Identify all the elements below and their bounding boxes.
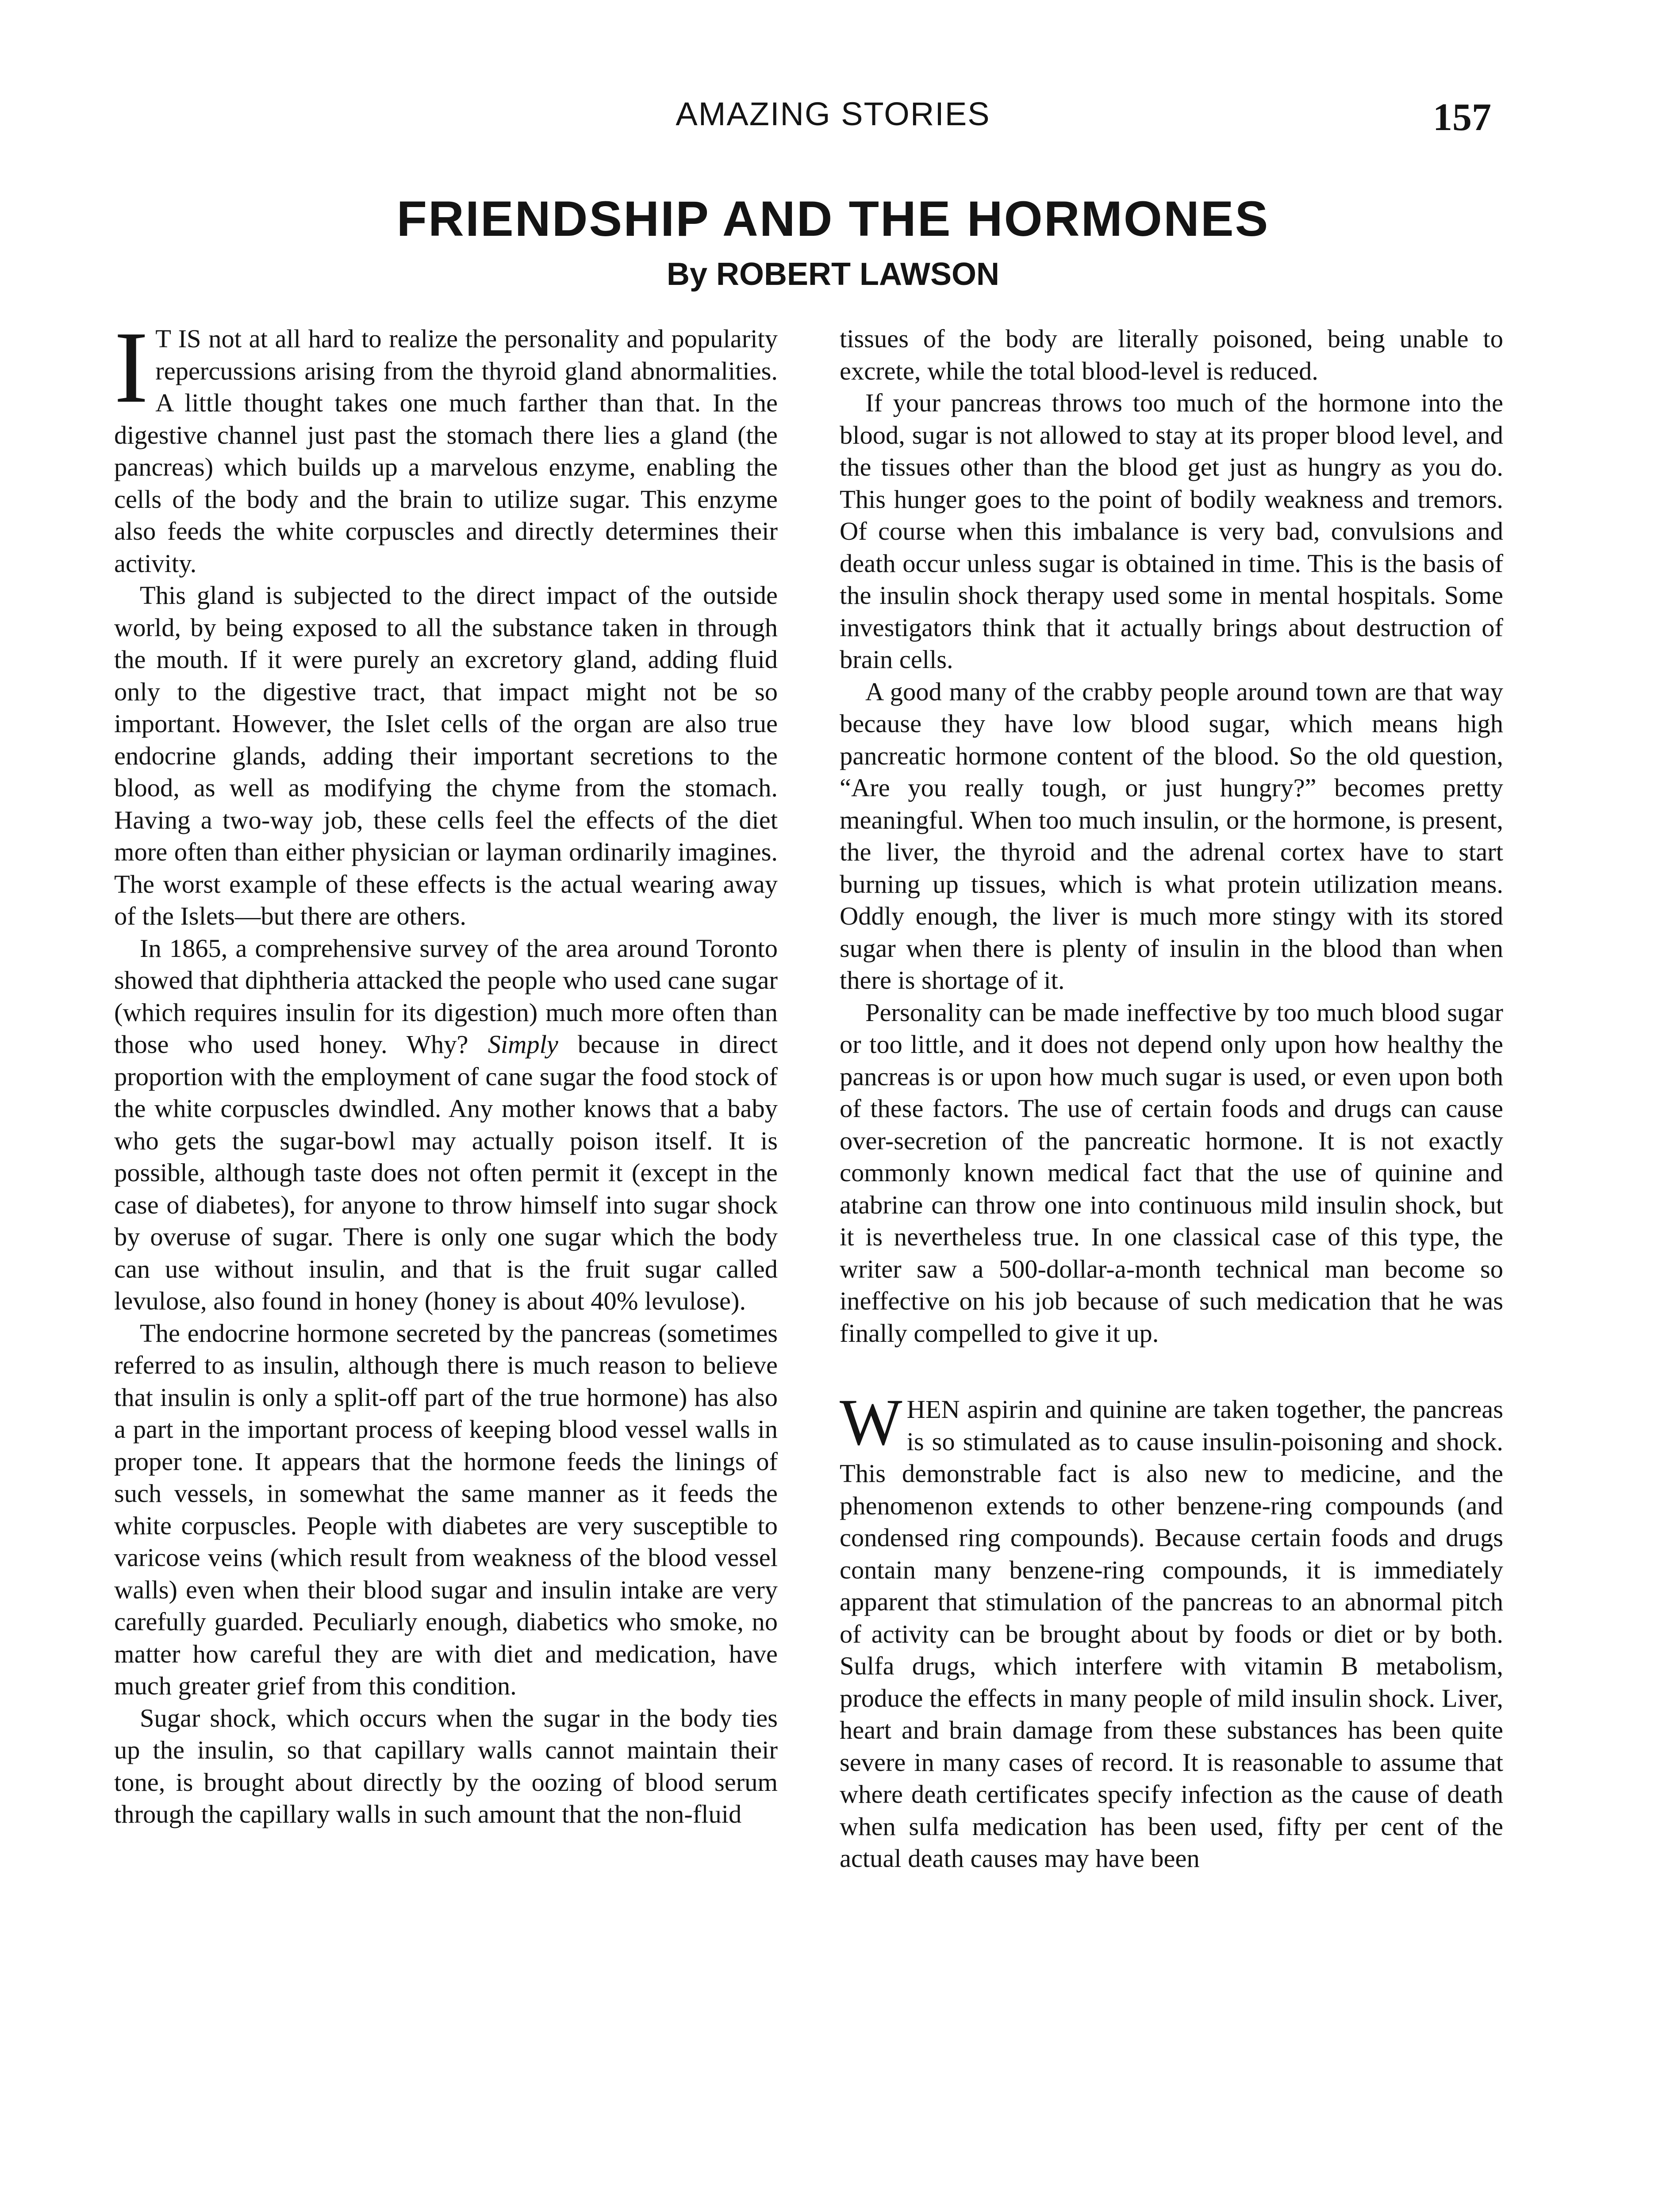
lead-words: HEN <box>906 1395 960 1424</box>
running-title: AMAZING STORIES <box>676 96 990 132</box>
paragraph <box>114 311 778 580</box>
right-column <box>840 323 1503 2212</box>
article-body <box>114 311 1503 2212</box>
paragraph-text: In 1865, a comprehensive survey of the area around Toronto showed that diphtheria attacked the people who used cane sugar (which requires insulin for its digestion) much more often than those who used honey. Why? <box>114 933 778 1059</box>
paragraph-text: because in direct proportion with the employment of cane sugar the food stock of the white corpuscles dwindled. Any mother knows that a baby who gets the sugar-bowl may actually poison itself. It is possible, although taste does not often permit it (except in the case of diabetes), for anyone to throw himself into sugar shock by overuse of sugar. There is only one sugar which the body can use without insulin, and that is the fruit sugar called levulose, also found in honey (honey is about 40% levulose). <box>114 1030 778 1315</box>
title-block <box>0 190 1666 296</box>
page-number: 157 <box>1433 96 1491 139</box>
paragraph <box>114 933 778 1317</box>
paragraph <box>840 1386 1503 1875</box>
paragraph: This gland is subjected to the direct impact of the outside world, by being exposed to all the substance taken in through the mouth. If it were purely an excretory gland, adding fluid only to the digestive tract, that impact might not be so important. However, the Islet cells of the organ are also true endocrine glands, adding their important secretions to the blood, as well as modifying the chyme from the stomach. Having a two-way job, these cells feel the effects of the diet more often than either physician or layman ordinarily imagines. The worst example of these effects is the actual wearing away of the Islets—but there are others. <box>114 581 778 930</box>
left-column <box>114 311 778 2212</box>
byline: By ROBERT LAWSON <box>666 257 1000 292</box>
paragraph: If your pancreas throws too much of the hormone into the blood, sugar is not allowed to stay at its proper blood level, and the tissues other than the blood get just as hungry as you do. This hunger goes to the point of bodily weakness and tremors. Of course when this imbalance is very bad, convulsions and death occur unless sugar is obtained in time. This is the basis of the insulin shock therapy used some in mental hospitals. Some investigators think that it actually brings about destruction of brain cells. <box>840 388 1503 674</box>
paragraph-text: aspirin and quinine are taken together, the pancreas is so stimulated as to cause insulin-poisoning and shock. This demonstrable fact is also new to medicine, and the phenomenon extends to other benzene-ring compounds (and condensed ring compounds). Because certain foods and drugs contain many benzene-ring compounds, it is immediately apparent that stimulation of the pancreas to an abnormal pitch of activity can be brought about by foods or diet or by both. Sulfa drugs, which interfere with vitamin B metabolism, produce the effects in many people of mild insulin shock. Liver, heart and brain damage from these substances has been quite severe in many cases of record. It is reasonable to assume that where death certificates specify infection as the cause of death when sulfa medication has been used, fifty per cent of the actual death causes may have been <box>840 1395 1503 1873</box>
italic-word: Simply <box>488 1030 558 1059</box>
article-title: FRIENDSHIP AND THE HORMONES <box>396 191 1270 246</box>
lead-words: T IS <box>155 324 201 353</box>
drop-cap: I <box>114 311 149 424</box>
paragraph: A good many of the crabby people around town are that way because they have low blood sugar, which means high pancreatic hormone content of the blood. So the old question, “Are you really tough, or just hungry?” becomes pretty meaningful. When too much insulin, or the hormone, is present, the liver, the thyroid and the adrenal cortex have to start burning up tissues, which is what protein utilization means. Oddly enough, the liver is much more stingy with its stored sugar when there is plenty of insulin in the blood than when there is shortage of it. <box>840 677 1503 995</box>
paragraph: The endocrine hormone secreted by the pancreas (sometimes referred to as insulin, although there is much reason to believe that insulin is only a split-off part of the true hormone) has also a part in the important process of keeping blood vessel walls in proper tone. It appears that the hormone feeds the linings of such vessels, in somewhat the same manner as it feeds the white corpuscles. People with diabetes are very susceptible to varicose veins (which result from weakness of the blood vessel walls) even when their blood sugar and insulin intake are very carefully guarded. Peculiarly enough, diabetics who smoke, no matter how careful they are with diet and medication, have much greater grief from this condition. <box>114 1318 778 1700</box>
drop-cap: W <box>840 1386 902 1459</box>
running-head <box>0 95 1666 144</box>
paragraph: Personality can be made ineffective by too much blood sugar or too little, and it does not depend only upon how healthy the pancreas is or upon how much sugar is used, or even upon both of these factors. The use of certain foods and drugs can cause over-secretion of the pancreatic hormone. It is not exactly commonly known medical fact that the use of quinine and atabrine can throw one into continuous mild insulin shock, but it is nevertheless true. In one classical case of this type, the writer saw a 500-dollar-a-month technical man become so ineffective on his job because of such medication that he was finally compelled to give it up. <box>840 998 1503 1348</box>
paragraph: tissues of the body are literally poisoned, being unable to excrete, while the total blood-level is reduced. <box>840 324 1503 385</box>
paragraph: Sugar shock, which occurs when the sugar in the body ties up the insulin, so that capillary walls cannot maintain their tone, is brought about directly by the oozing of blood serum through the capillary walls in such amount that the non-fluid <box>114 1703 778 1828</box>
paragraph-text: not at all hard to realize the personality and popularity repercussions arising from the thyroid gland abnormalities. A little thought takes one much farther than that. In the digestive channel just past the stomach there lies a gland (the pancreas) which builds up a marvelous enzyme, enabling the cells of the body and the brain to utilize sugar. This enzyme also feeds the white corpuscles and directly determines their activity. <box>114 324 778 578</box>
